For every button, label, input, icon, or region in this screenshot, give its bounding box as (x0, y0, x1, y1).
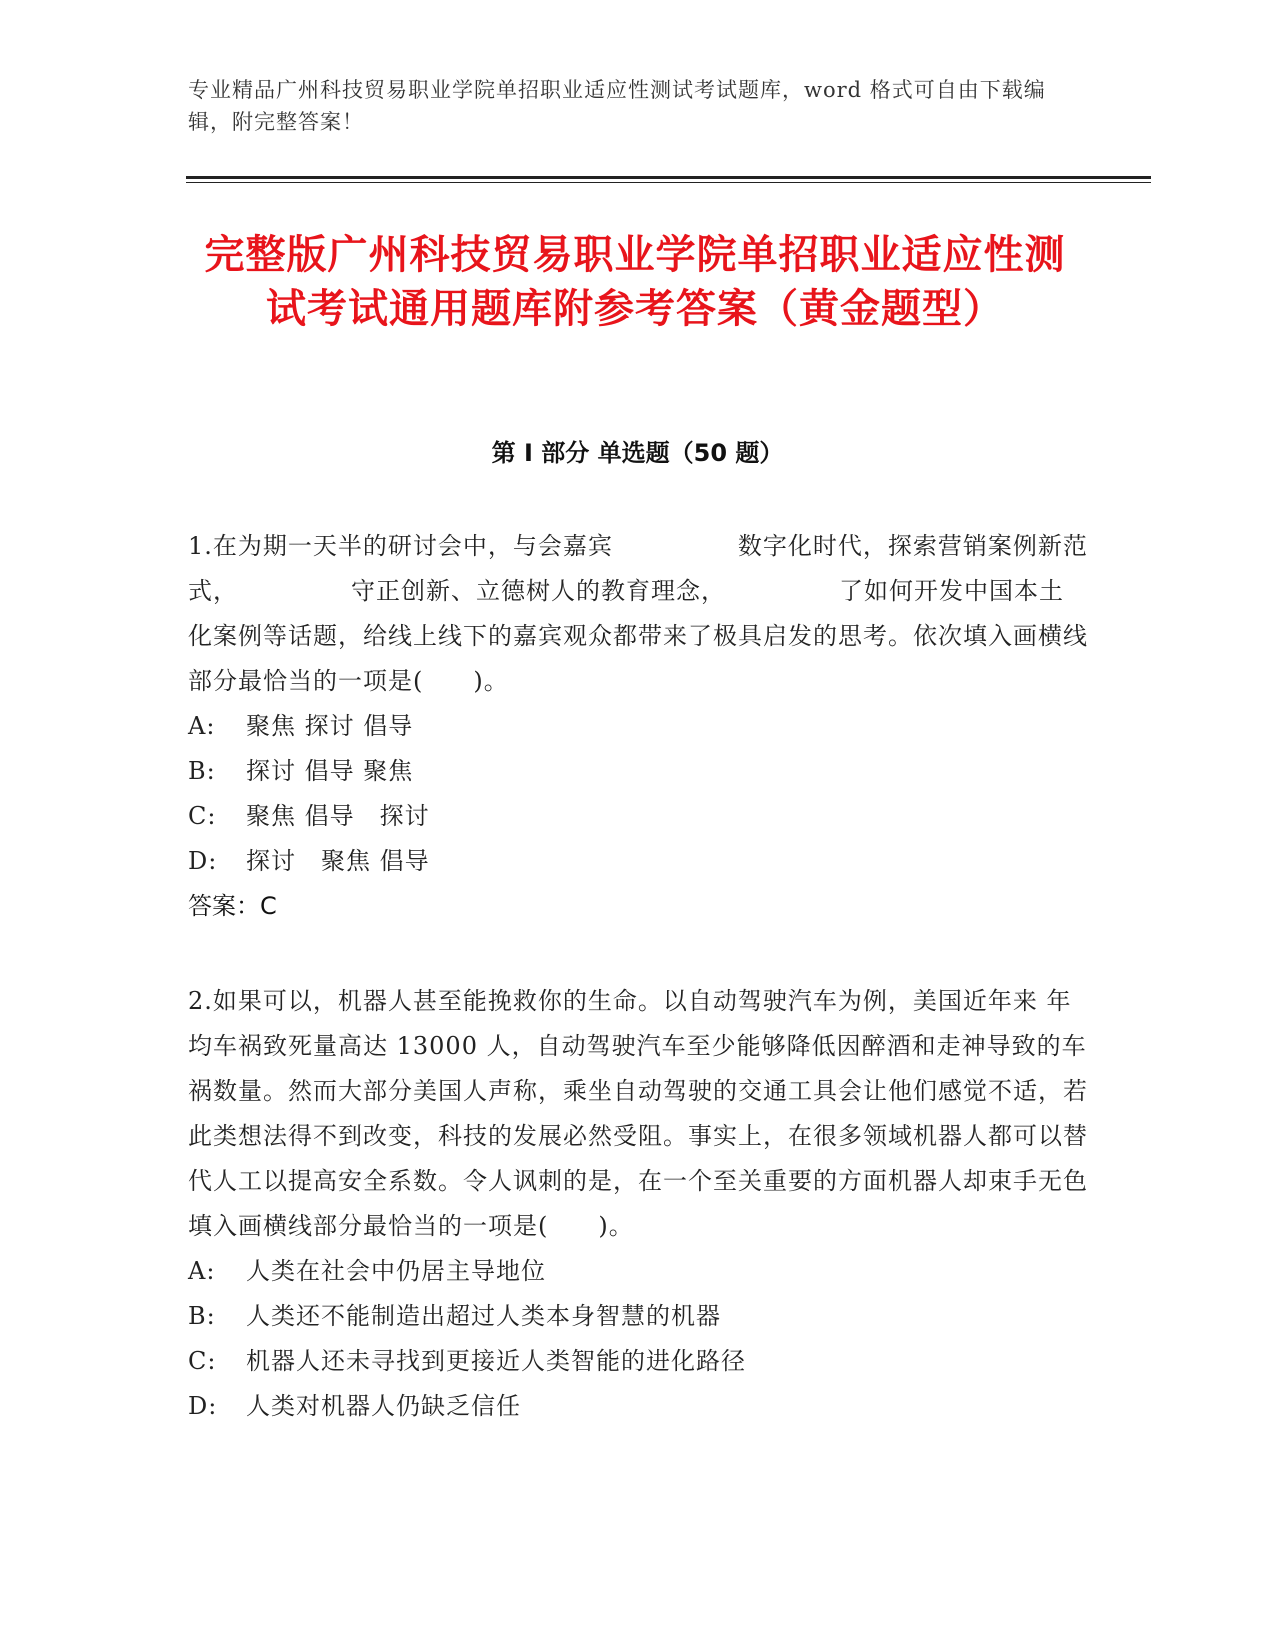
option-key: D: (188, 1392, 218, 1420)
option-a (188, 704, 1088, 749)
header-note: 专业精品广州科技贸易职业学院单招职业适应性测试考试题库，word 格式可自由下载编辑，附完整答案！ (188, 78, 1046, 134)
option-d (188, 839, 1088, 884)
option-b (188, 1294, 1088, 1339)
option-text: 探讨 聚焦 倡导 (246, 847, 430, 875)
option-list (188, 704, 1088, 884)
document-title: 完整版广州科技贸易职业学院单招职业适应性测试考试通用题库附参考答案（黄金题型） (204, 232, 1066, 332)
option-text: 聚焦 探讨 倡导 (246, 712, 414, 740)
option-key: C: (188, 1347, 217, 1375)
option-key: B: (188, 1302, 216, 1330)
question-2 (188, 979, 1088, 1429)
option-text: 人类在社会中仍居主导地位 (246, 1257, 546, 1285)
option-c (188, 794, 1088, 839)
section-heading: 第 I 部分 单选题（50 题） (491, 439, 784, 467)
option-key: A: (188, 1257, 216, 1285)
question-1 (188, 524, 1088, 929)
option-key: A: (188, 712, 216, 740)
option-key: D: (188, 847, 218, 875)
option-text: 探讨 倡导 聚焦 (246, 757, 414, 785)
option-text: 人类还不能制造出超过人类本身智慧的机器 (246, 1302, 721, 1330)
question-stem: 1.在为期一天半的研讨会中，与会嘉宾 数字化时代，探索营销案例新范 式， 守正创新、立德树人的教育理念， 了如何开发中国本土化案例等话题，给线上线下的嘉宾观众都带来了极具启发的思考。依次填入画横线部分最恰当的一项是( )。 (188, 532, 1088, 695)
option-list (188, 1249, 1088, 1429)
option-d (188, 1384, 1088, 1429)
option-b (188, 749, 1088, 794)
option-text: 人类对机器人仍缺乏信任 (246, 1392, 521, 1420)
option-key: C: (188, 802, 217, 830)
option-text: 聚焦 倡导 探讨 (246, 802, 430, 830)
option-a (188, 1249, 1088, 1294)
answer-line: 答案：C (188, 892, 277, 920)
header-rule-thick (186, 176, 1151, 179)
option-text: 机器人还未寻找到更接近人类智能的进化路径 (246, 1347, 746, 1375)
option-c (188, 1339, 1088, 1384)
question-stem: 2.如果可以，机器人甚至能挽救你的生命。以自动驾驶汽车为例，美国近年来 年均车祸致死量高达 13000 人，自动驾驶汽车至少能够降低因醉酒和走神导致的车 祸数量。然而大部分美国人声称，乘坐自动驾驶的交通工具会让他们感觉不适，若 此类想法得不到改变，科技的发展必然受阻。事实上，在很多领域机器人都可以替 代人工以提高安全系数。令人讽刺的是，在一个至关重要的方面机器人却束手无色填入画横线部分最恰当的一项是( )。 (188, 987, 1088, 1240)
option-key: B: (188, 757, 216, 785)
header-rule-thin (186, 182, 1151, 183)
